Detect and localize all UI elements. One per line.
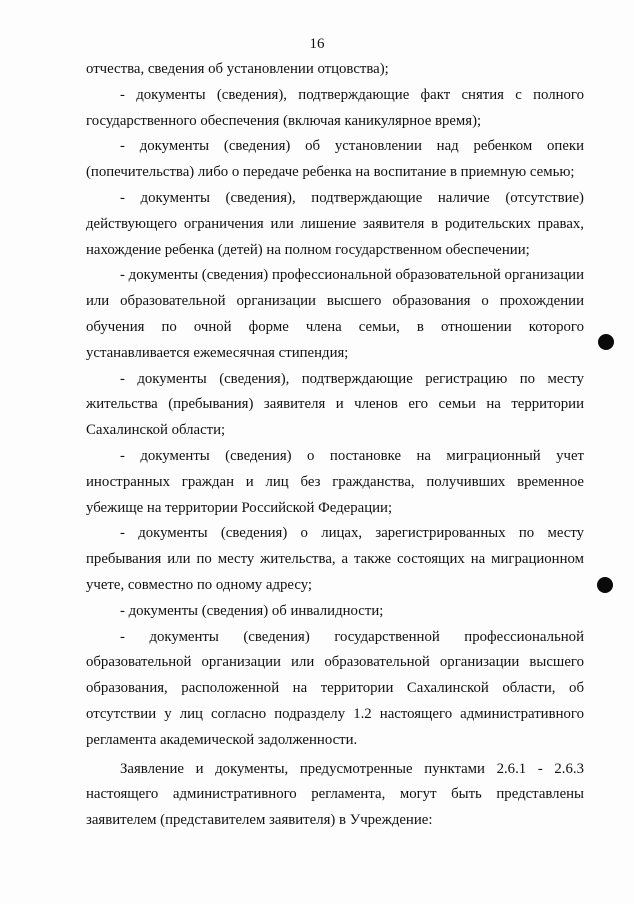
paragraph-submission: Заявление и документы, предусмотренные пунктами 2.6.1 - 2.6.3 настоящего административного регламента, могут быть представлены заявителем (представителем заявителя) в Учреждение: [86,760,584,829]
list-item-guardianship: - документы (сведения) об установлении над ребенком опеки (попечительства) либо о передаче ребенка на воспитание в приемную семью; [86,138,584,181]
list-item-parental-rights: - документы (сведения), подтверждающие наличие (отсутствие) действующего ограничения или лишение заявителя в родительских правах, нахождение ребенка (детей) на полном государственном обеспечении; [86,189,584,258]
list-item-co-residents: - документы (сведения) о лицах, зарегистрированных по месту пребывания или по месту жительства, а также состоящих на миграционном учете, совместно по одному адресу; [86,525,584,593]
paragraph-continuation: отчества, сведения об установлении отцовства); [86,61,389,77]
list-item-migration: - документы (сведения) о постановке на миграционный учет иностранных граждан и лиц без гражданства, получивших временное убежище на территории Российской Федерации; [86,447,584,516]
list-item-academic-debt: - документы (сведения) государственной профессиональной образовательной организации или образовательной организации высшего образования, расположенной на территории Сахалинской области, об отсутствии у лиц согласно подразделу 1.2 настоящего административного регламента академической задолженности. [86,628,584,748]
punch-hole-mark [597,577,613,593]
list-item-guardianship-end: - документы (сведения), подтверждающие факт снятия с полного государственного обеспечения (включая каникулярное время); [86,86,584,129]
page-number: 16 [309,36,325,52]
list-item-registration: - документы (сведения), подтверждающие регистрацию по месту жительства (пребывания) заявителя и членов его семьи на территории Сахалинской области; [86,370,584,439]
punch-hole-mark [598,334,614,350]
document-body [86,57,584,834]
list-item-education-org: - документы (сведения) профессиональной образовательной организации или образовательной организации высшего образования о прохождении обучения по очной форме члена семьи, в отношении которого устанавливается ежемесячная стипендия; [86,267,584,361]
list-item-disability: - документы (сведения) об инвалидности; [120,602,384,619]
